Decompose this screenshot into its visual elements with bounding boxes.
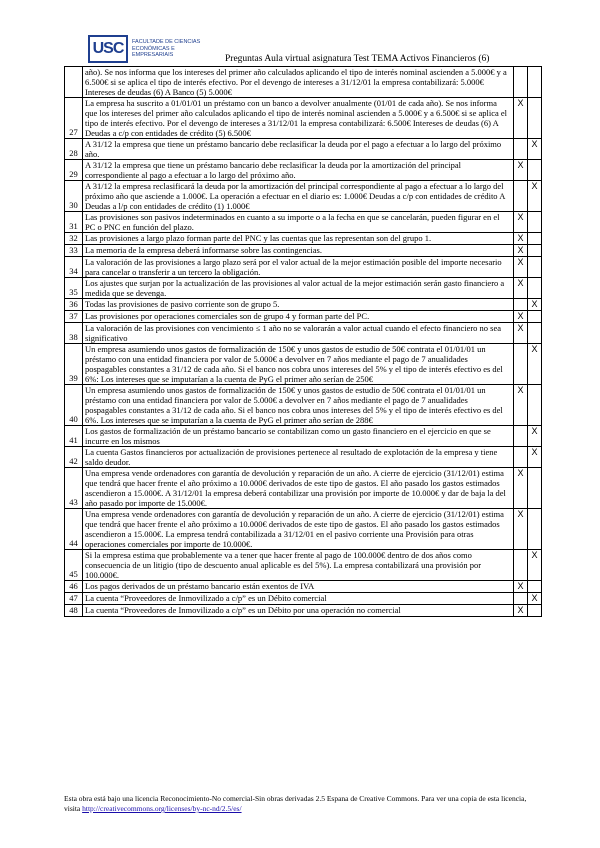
question-row [65,323,542,344]
question-text: Los ajustes que surjan por la actualización de las provisiones al valor actual de la mejor estimación serán gasto financiero a medida que se devenga. [83,278,514,299]
question-number: 47 [65,593,83,605]
license-footer [64,794,542,814]
question-number: 38 [65,323,83,344]
question-row [65,385,542,426]
false-mark [528,509,542,550]
question-text: Los pagos derivados de un préstamo bancario están exentos de IVA [83,581,514,593]
question-number: 37 [65,311,83,323]
question-text: año). Se nos informa que los intereses del primer año calculados aplicando el tipo de interés nominal ascienden a 5.000€ y a 6.500€ si se aplica el tipo de interés efectivo. Por el devengo de intereses a 31/12/01 la empresa contabilizará: 5.000€ Intereses de deudas (6) A Banco (5) 5.000€ [83,67,514,98]
false-mark: X [528,344,542,385]
true-mark: X [514,278,528,299]
true-mark [514,181,528,212]
false-mark: X [528,550,542,581]
question-row [65,257,542,278]
false-mark [528,311,542,323]
false-mark: X [528,447,542,468]
question-number: 35 [65,278,83,299]
question-number: 48 [65,605,83,617]
false-mark: X [528,139,542,160]
question-text: Si la empresa estima que probablemente va a tener que hacer frente al pago de 100.000€ dentro de dos años como consecuencia de un litigio (tipo de descuento anual aplicable es del 5%). La empresa contabilizará una provisión por 100.000€. [83,550,514,581]
true-mark [514,67,528,98]
question-text: Un empresa asumiendo unos gastos de formalización de 150€ y unos gastos de estudio de 50€ contrata el 01/01/01 un préstamo con una entidad financiera por valor de 5.000€ a devolver en 7 años mediante el pago de 7 anualidades pospagables constantes a 31/12 de cada año. Si el banco nos cobra unos intereses del 5% y el tipo de interés efectivo es del 6%: Los intereses que se imputarían a la cuenta de PyG el primer año serían de 250€ [83,344,514,385]
true-mark [514,593,528,605]
question-row [65,299,542,311]
question-text: A 31/12 la empresa que tiene un préstamo bancario debe reclasificar la deuda por el pago a efectuar a lo largo del próximo año. [83,139,514,160]
true-mark [514,344,528,385]
question-number: 46 [65,581,83,593]
false-mark [528,278,542,299]
question-number [65,67,83,98]
question-row [65,278,542,299]
question-number: 41 [65,426,83,447]
true-mark: X [514,311,528,323]
true-mark: X [514,581,528,593]
true-mark [514,139,528,160]
true-mark [514,447,528,468]
question-text: Las provisiones por operaciones comerciales son de grupo 4 y forman parte del PC. [83,311,514,323]
false-mark: X [528,181,542,212]
question-row [65,311,542,323]
question-text: Los gastos de formalización de un préstamo bancario se contabilizan como un gasto financiero en el ejercicio en que se incurre en los mismos [83,426,514,447]
question-text: Una empresa vende ordenadores con garantía de devolución y reparación de un año. A cierre de ejercicio (31/12/01) estima que tendrá que hacer frente el año próximo a 10.000€ derivados de este tipo de gastos. El año pasado los gastos estimados ascendieron a 15.000€. La empresa tendrá contabilizada a 31/12/01 en el pasivo corriente una Provisión para otras operaciones comerciales por importe de 10.000€. [83,509,514,550]
question-row [65,550,542,581]
question-row [65,426,542,447]
question-row [65,447,542,468]
question-row [65,98,542,139]
true-mark: X [514,212,528,233]
question-text: La cuenta “Proveedores de Inmovilizado a c/p” es un Débito por una operación no comercial [83,605,514,617]
question-row [65,139,542,160]
question-number: 39 [65,344,83,385]
question-number: 42 [65,447,83,468]
false-mark [528,468,542,509]
question-number: 31 [65,212,83,233]
question-row [65,181,542,212]
question-row [65,67,542,98]
question-text: Las provisiones a largo plazo forman parte del PNC y las cuentas que las representan son del grupo 1. [83,233,514,245]
false-mark [528,233,542,245]
question-row [65,581,542,593]
false-mark [528,67,542,98]
question-row [65,468,542,509]
question-row [65,605,542,617]
false-mark [528,385,542,426]
true-mark: X [514,245,528,257]
true-mark: X [514,233,528,245]
questions-table [64,66,542,617]
false-mark [528,212,542,233]
question-text: La empresa ha suscrito a 01/01/01 un préstamo con un banco a devolver anualmente (01/01 de cada año). Se nos informa que los intereses del primer año calculados aplicando el tipo de interés nominal ascienden a 5.000€ y a 6.500€ si se aplica el tipo de interés efectivo. Por el devengo de intereses a 31/12/01 la empresa contabilizará: 6.500€ Intereses de deudas (6) A Deudas a c/p con entidades de crédito (5) 6.500€ [83,98,514,139]
question-row [65,233,542,245]
question-number: 34 [65,257,83,278]
question-number: 45 [65,550,83,581]
question-number: 28 [65,139,83,160]
question-text: La memoria de la empresa deberá informarse sobre las contingencias. [83,245,514,257]
question-text: Una empresa vende ordenadores con garantía de devolución y reparación de un año. A cierre de ejercicio (31/12/01) estima que tendrá que hacer frente el año próximo a 10.000€ derivados de este tipo de gastos. El año pasado los gastos estimados ascendieron a 15.000€. A 31/12/01 la empresa deberá contabilizar una provisión por importe de 10.000€ y dar de baja la del año pasado por importe de 15.000€. [83,468,514,509]
question-number: 30 [65,181,83,212]
false-mark [528,98,542,139]
true-mark: X [514,98,528,139]
question-row [65,245,542,257]
question-number: 43 [65,468,83,509]
question-row [65,509,542,550]
question-number: 40 [65,385,83,426]
university-logo [88,35,212,63]
question-text: La cuenta Gastos financieros por actualización de provisiones pertenece al resultado de explotación de la empresa y tiene saldo deudor. [83,447,514,468]
true-mark [514,550,528,581]
true-mark: X [514,323,528,344]
false-mark [528,605,542,617]
false-mark [528,323,542,344]
license-text: Esta obra está bajo una licencia Reconocimiento-No comercial-Sin obras derivadas 2.5 Espana de Creative Commons. Para ver una copia de esta licencia, visita [64,794,527,813]
faculty-name: FACULTADE DE CIENCIAS ECONÓMICAS E EMPRESARIAIS [132,39,201,59]
question-number: 33 [65,245,83,257]
license-link[interactable]: http://creativecommons.org/licenses/by-nc-nd/2.5/es/ [82,804,242,813]
question-row [65,212,542,233]
question-number: 44 [65,509,83,550]
question-row [65,344,542,385]
page-header-title: Preguntas Aula virtual asignatura Test TEMA Activos Financieros (6) [225,54,490,64]
false-mark [528,245,542,257]
false-mark [528,257,542,278]
true-mark: X [514,468,528,509]
usc-logo-icon: USC [88,35,128,63]
true-mark: X [514,385,528,426]
false-mark: X [528,426,542,447]
true-mark: X [514,160,528,181]
question-number: 29 [65,160,83,181]
question-text: A 31/12 la empresa reclasificará la deuda por la amortización del principal correspondiente al pago a efectuar a lo largo del próximo año que asciende a 1.000€. La operación a efectuar en el diario es: 1.000€ Deudas a c/p con entidades de crédito A Deudas a l/p con entidades de crédito (1) 1.000€ [83,181,514,212]
question-number: 32 [65,233,83,245]
question-text: La cuenta “Proveedores de Inmovilizado a c/p” es un Débito comercial [83,593,514,605]
false-mark: X [528,593,542,605]
question-number: 36 [65,299,83,311]
question-text: Un empresa asumiendo unos gastos de formalización de 150€ y unos gastos de estudio de 50€ contrata el 01/01/01 un préstamo con una entidad financiera por valor de 5.000€ a devolver en 7 años mediante el pago de 7 anualidades pospagables constantes a 31/12 de cada año. Si el banco nos cobra unos intereses del 5% y el tipo de interés efectivo es del 6%. Los intereses que se imputarían a la cuenta de PyG el primer año serían de 288€ [83,385,514,426]
false-mark [528,160,542,181]
question-text: La valoración de las provisiones con vencimiento ≤ 1 año no se valorarán a valor actual cuando el efecto financiero no sea significativo [83,323,514,344]
question-row [65,593,542,605]
question-text: La valoración de las provisiones a largo plazo será por el valor actual de la mejor estimación posible del importe necesario para cancelar o transferir a un tercero la obligación. [83,257,514,278]
false-mark: X [528,299,542,311]
true-mark: X [514,509,528,550]
true-mark: X [514,605,528,617]
question-text: A 31/12 la empresa que tiene un préstamo bancario debe reclasificar la deuda por la amortización del principal correspondiente al pago a efectuar a lo largo del próximo año. [83,160,514,181]
question-text: Las provisiones son pasivos indeterminados en cuanto a su importe o a la fecha en que se cancelarán, pueden figurar en el PC o PNC en función del plazo. [83,212,514,233]
true-mark: X [514,257,528,278]
true-mark [514,426,528,447]
question-row [65,160,542,181]
question-text: Todas las provisiones de pasivo corriente son de grupo 5. [83,299,514,311]
question-number: 27 [65,98,83,139]
false-mark [528,581,542,593]
true-mark [514,299,528,311]
